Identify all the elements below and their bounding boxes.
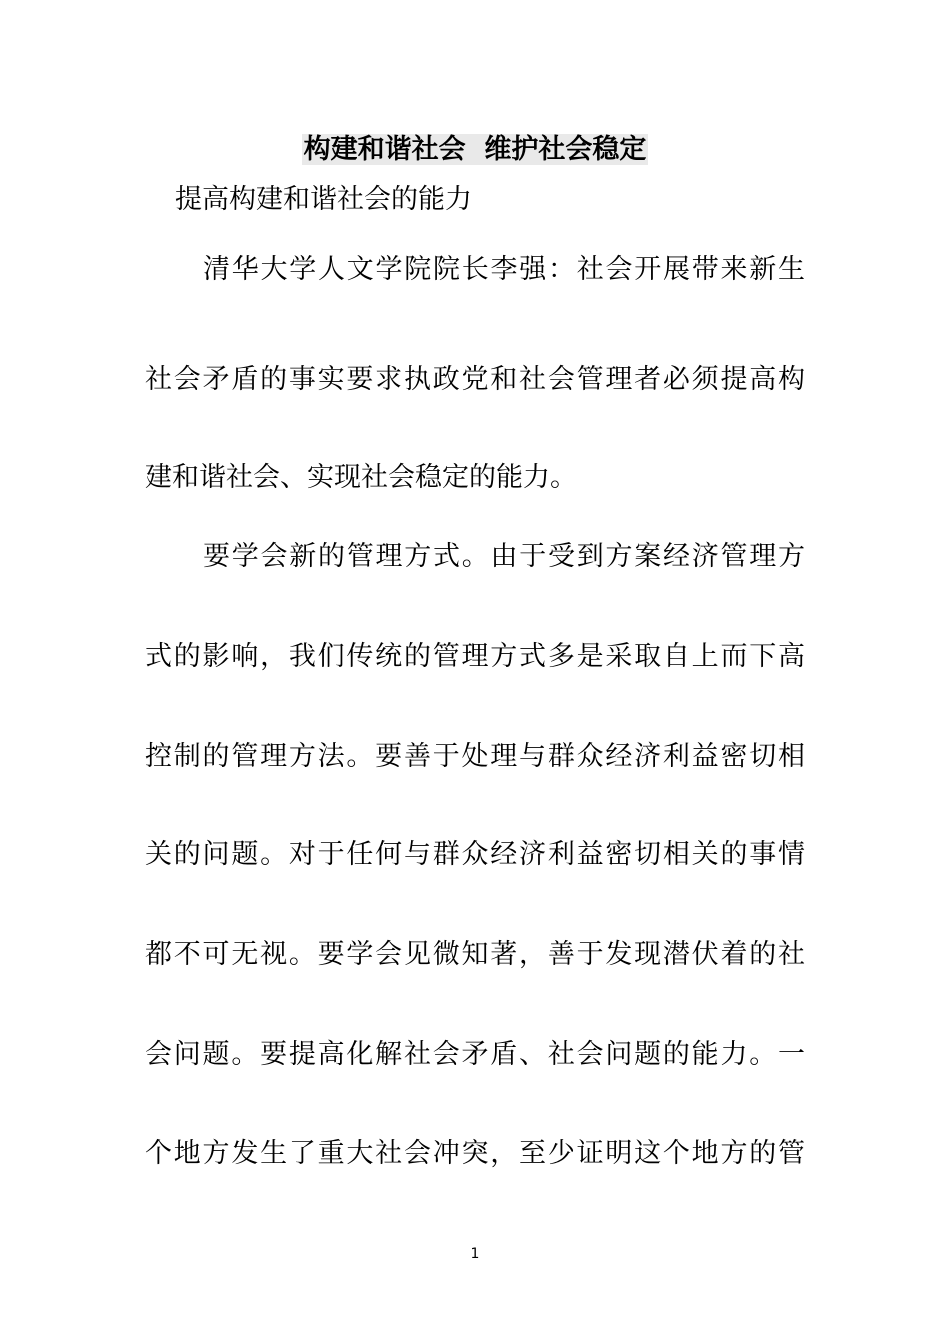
subtitle: 提高构建和谐社会的能力 xyxy=(175,184,472,215)
page-title xyxy=(0,130,950,170)
body-line-4: 要学会新的管理方式。由于受到方案经济管理方 xyxy=(203,541,805,572)
body-line-5: 式的影响，我们传统的管理方式多是采取自上而下高 xyxy=(145,641,805,672)
page-number: 1 xyxy=(470,1246,480,1262)
body-line-7: 关的问题。对于任何与群众经济利益密切相关的事情 xyxy=(145,839,805,870)
body-line-2: 社会矛盾的事实要求执政党和社会管理者必须提高构 xyxy=(145,364,805,395)
body-line-8: 都不可无视。要学会见微知著，善于发现潜伏着的社 xyxy=(145,939,805,970)
body-line-10: 个地方发生了重大社会冲突，至少证明这个地方的管 xyxy=(145,1138,805,1169)
page-title-text: 构建和谐社会 维护社会稳定 xyxy=(303,134,647,165)
body-line-6: 控制的管理方法。要善于处理与群众经济利益密切相 xyxy=(145,741,805,772)
body-line-3: 建和谐社会、实现社会稳定的能力。 xyxy=(145,462,577,493)
body-line-9: 会问题。要提高化解社会矛盾、社会问题的能力。一 xyxy=(145,1039,805,1070)
body-line-1: 清华大学人文学院院长李强：社会开展带来新生 xyxy=(203,254,805,285)
